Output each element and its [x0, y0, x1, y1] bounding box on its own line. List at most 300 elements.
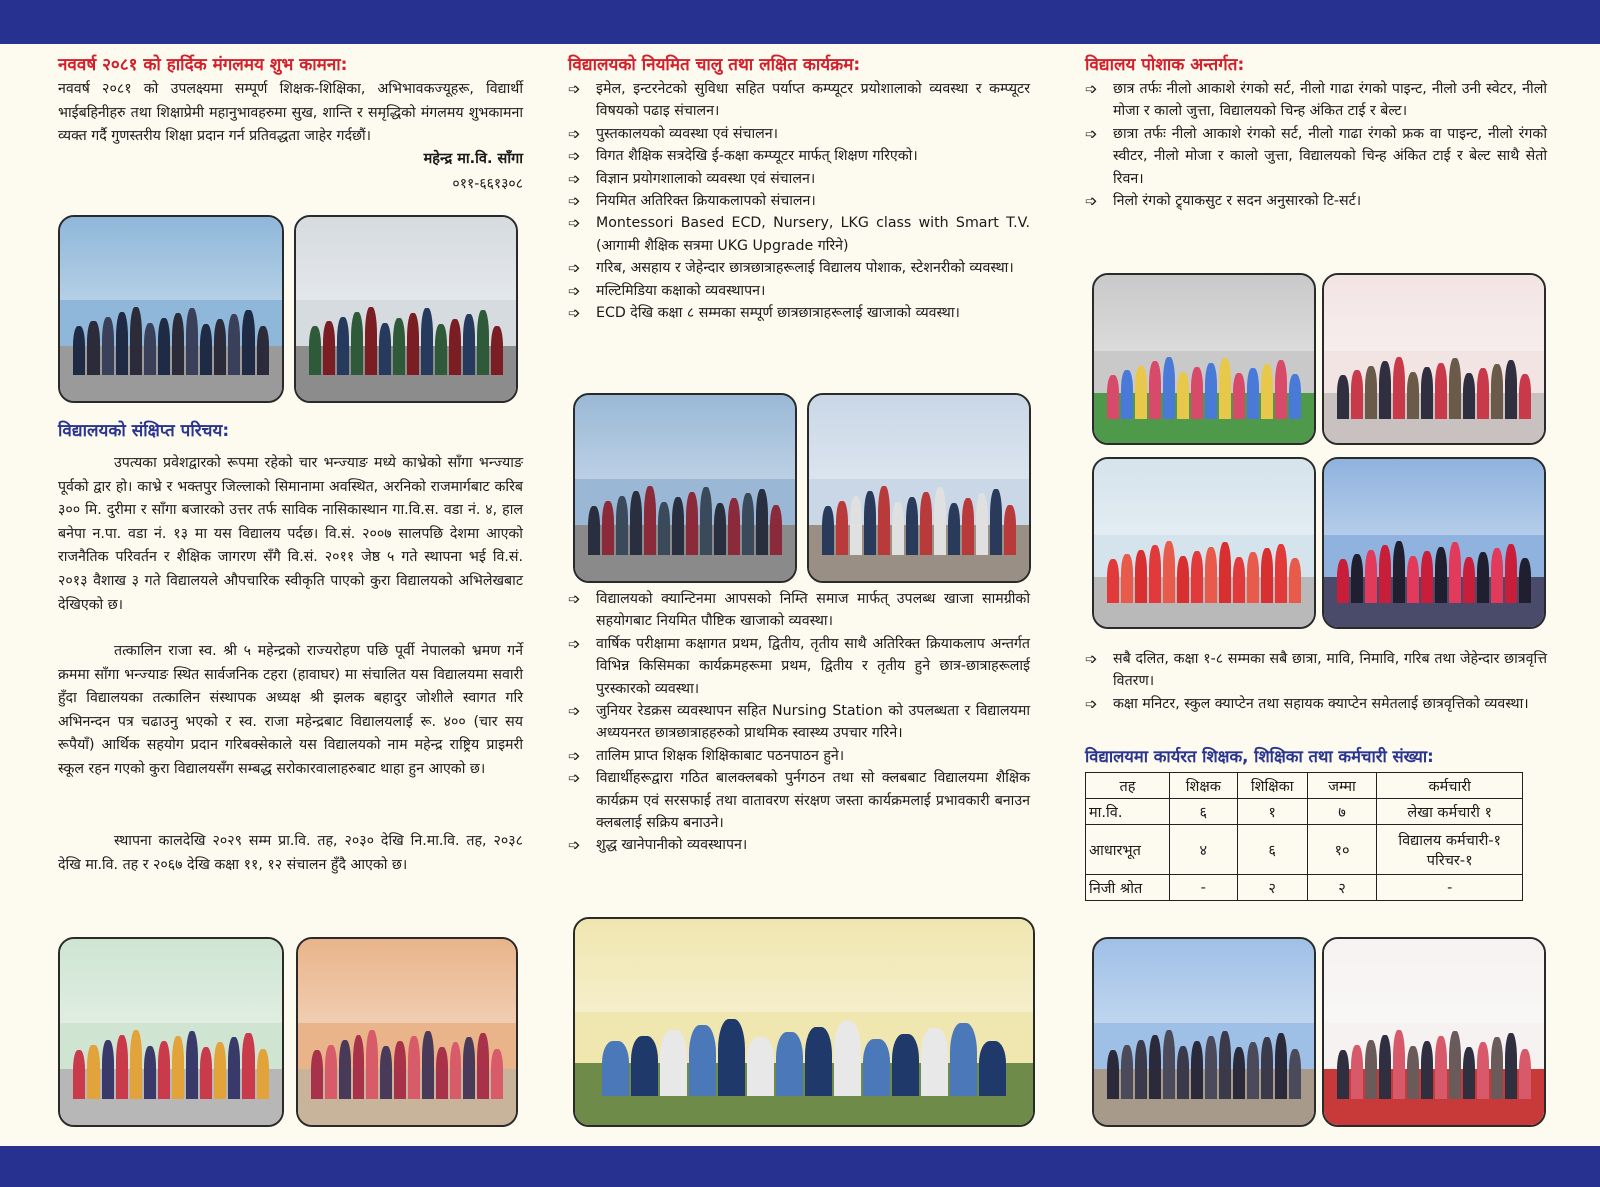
person-figure [144, 1046, 156, 1099]
person-figure [728, 498, 740, 555]
list-item-text: शुद्ध खानेपानीको व्यवस्थापन। [596, 837, 748, 854]
person-figure [863, 1039, 890, 1096]
person-figure [102, 1040, 114, 1099]
person-figure [186, 308, 198, 375]
person-figure [864, 491, 876, 555]
person-figure [1351, 1045, 1363, 1099]
photo-school-courtyard [1092, 937, 1316, 1127]
table-header-cell: तह [1086, 773, 1170, 799]
photo-gathering-hall [296, 937, 518, 1127]
photo-people [1337, 540, 1531, 604]
person-figure [921, 1028, 948, 1096]
person-figure [435, 324, 447, 375]
list-item-text: ECD देखि कक्षा ८ सम्मका सम्पूर्ण छात्रछात्राहरूलाई खाजाको व्यवस्था। [596, 305, 960, 322]
list-item [568, 190, 1030, 212]
greeting-heading: नववर्ष २०८१ को हार्दिक मंगलमय शुभ कामना: [58, 55, 348, 75]
person-figure [1463, 557, 1475, 604]
person-figure [353, 1035, 365, 1099]
list-item [568, 745, 1030, 767]
person-figure [1177, 372, 1189, 420]
arrow-bullet-icon: ➩ [568, 281, 581, 300]
person-figure [116, 1035, 128, 1099]
table-cell: ४ [1169, 825, 1237, 875]
arrow-bullet-icon: ➩ [568, 147, 581, 166]
person-figure [1379, 545, 1391, 603]
person-figure [421, 308, 433, 375]
person-figure [450, 1042, 462, 1099]
person-figure [1163, 541, 1175, 604]
person-figure [1379, 361, 1391, 419]
photo-people [602, 1018, 1005, 1096]
person-figure [242, 310, 254, 376]
table-cell: - [1377, 875, 1523, 901]
person-figure [1275, 1033, 1287, 1099]
table-cell: ६ [1237, 825, 1307, 875]
person-figure [776, 1032, 803, 1096]
person-figure [850, 496, 862, 555]
person-figure [1149, 1035, 1161, 1099]
person-figure [1135, 1040, 1147, 1099]
person-figure [1421, 367, 1433, 419]
photo-people [311, 1028, 503, 1099]
photo-people [1107, 356, 1301, 420]
list-item-text: नियमित अतिरिक्त क्रियाकलापको संचालन। [596, 193, 816, 210]
person-figure [1421, 1041, 1433, 1099]
person-figure [1219, 542, 1231, 603]
person-figure [718, 1019, 745, 1096]
person-figure [172, 1036, 184, 1099]
person-figure [257, 1049, 269, 1099]
list-item-text: तालिम प्राप्त शिक्षक शिक्षिकाबाट पठनपाठन हुने। [596, 747, 845, 764]
photo-award-stage [1322, 273, 1546, 445]
photo-event-tent [1322, 937, 1546, 1127]
person-figure [1407, 1046, 1419, 1099]
person-figure [836, 501, 848, 555]
person-figure [1365, 366, 1377, 420]
person-figure [1519, 558, 1531, 603]
table-cell: ७ [1307, 799, 1377, 825]
table-header-row [1086, 773, 1523, 799]
photo-background [60, 939, 282, 1023]
person-figure [1135, 550, 1147, 604]
person-figure [463, 1037, 475, 1098]
table-cell: लेखा कर्मचारी १ [1377, 799, 1523, 825]
person-figure [436, 1047, 448, 1099]
person-figure [73, 326, 85, 375]
list-item [568, 700, 1030, 745]
person-figure [1463, 1047, 1475, 1099]
arrow-bullet-icon: ➩ [568, 259, 581, 278]
uniform-list [1085, 78, 1547, 212]
arrow-bullet-icon: ➩ [1085, 650, 1098, 668]
arrow-bullet-icon: ➩ [568, 634, 581, 653]
arrow-bullet-icon: ➩ [568, 80, 581, 98]
table-cell: १ [1237, 799, 1307, 825]
person-figure [87, 1045, 99, 1099]
person-figure [1233, 557, 1245, 604]
arrow-bullet-icon: ➩ [568, 590, 581, 608]
person-figure [1463, 373, 1475, 420]
photo-sports-team [1092, 457, 1316, 629]
bottom-band [0, 1146, 1600, 1187]
person-figure [407, 313, 419, 375]
table-cell: ६ [1169, 799, 1237, 825]
person-figure [1107, 559, 1119, 604]
list-item-text: विद्यालयको क्यान्टिनमा आपसको निम्ति समाज मार्फत् उपलब्ध खाजा सामग्रीको सहयोगबाट नियमित पौष्टिक खाजाको व्यवस्था। [596, 591, 1030, 630]
person-figure [1275, 544, 1287, 604]
person-figure [616, 496, 628, 555]
person-figure [491, 326, 503, 376]
person-figure [1505, 1033, 1517, 1099]
list-item [568, 145, 1030, 167]
list-item [568, 78, 1030, 123]
person-figure [1393, 541, 1405, 604]
arrow-bullet-icon: ➩ [1085, 192, 1098, 211]
person-figure [602, 1041, 629, 1096]
table-cell: २ [1307, 875, 1377, 901]
person-figure [1435, 547, 1447, 604]
person-figure [1163, 1030, 1175, 1099]
greeting-text: नववर्ष २०८१ को उपलक्ष्यमा सम्पूर्ण शिक्षक-शिक्षिका, अभिभावकज्यूहरू, विद्यार्थी भाईबहिनीहरु तथा शिक्षाप्रेमी महानुभावहरुमा सुख, शान्ति र समृद्धिको मंगलमय शुभकामना व्यक्त गर्दै गुणस्तरीय शिक्षा प्रदान गर्न प्रतिवद्धता जाहेर गर्दछौं। [58, 81, 523, 145]
person-figure [1337, 1050, 1349, 1099]
person-figure [950, 1023, 977, 1097]
person-figure [73, 1050, 85, 1099]
person-figure [1219, 358, 1231, 419]
list-item-text: जुनियर रेडक्रस व्यवस्थापन सहित Nursing Station को उपलब्धता र विद्यालयमा अध्ययनरत छात्रछात्राहहरुको प्राथमिक स्वास्थ्य उपचार गरिने। [596, 703, 1030, 742]
table-cell: - [1169, 875, 1237, 901]
person-figure [700, 487, 712, 555]
person-figure [130, 307, 142, 376]
person-figure [934, 487, 946, 555]
person-figure [1191, 551, 1203, 603]
top-band [0, 0, 1600, 44]
person-figure [660, 1030, 687, 1096]
person-figure [380, 1046, 392, 1099]
person-figure [1505, 544, 1517, 604]
photo-background [298, 939, 516, 1023]
person-figure [1435, 1036, 1447, 1099]
programs-heading: विद्यालयको नियमित चालु तथा लक्षित कार्यक्रम: [568, 55, 861, 75]
person-figure [1289, 1049, 1301, 1099]
intro-paragraph-2: तत्कालिन राजा स्व. श्री ५ महेन्द्रको राज्यरोहण पछि पूर्वी नेपालको भ्रमण गर्ने क्रममा साँगा भन्ज्याङ स्थित सार्वजनिक टहरा (हावाघर) मा संचालित यस विद्यालयमा सवारी हुँदा विद्यालयका तत्कालिन संस्थापक अध्यक्ष श्री झलक बहादुर जोशीले स्वागत गरि अभिनन्दन पत्र चढाउनु भएको र स्व. राजा महेन्द्रबाट विद्यालयलाई रू. ४०० (चार सय रूपैयाँ) आर्थिक सहयोग प्रदान गरिबक्सेकाले यस विद्यालयको नाम महेन्द्र राष्ट्रिय प्राइमरी स्कूल रहन गएको कुरा विद्यालयसँग सम्बद्ध सरोकारवालाहरुबाट थाहा हुन आएको छ। [58, 643, 523, 777]
list-item-text: पुस्तकालयको व्यवस्था एवं संचालन। [596, 125, 779, 142]
person-figure [920, 492, 932, 555]
person-figure [214, 319, 226, 375]
person-figure [602, 501, 614, 555]
person-figure [976, 493, 988, 554]
arrow-bullet-icon: ➩ [1085, 124, 1098, 143]
table-cell: आधारभूत [1086, 825, 1170, 875]
person-figure [365, 307, 377, 376]
person-figure [1491, 1037, 1503, 1098]
person-figure [878, 486, 890, 555]
list-item [568, 123, 1030, 145]
person-figure [158, 318, 170, 375]
person-figure [644, 486, 656, 555]
person-figure [1289, 374, 1301, 419]
school-phone: ०११-६६१३०८ [452, 176, 523, 192]
intro-paragraph-1: उपत्यका प्रवेशद्वारको रूपमा रहेको चार भन्ज्याङ मध्ये काभ्रेको साँगा भन्ज्याङ पूर्वको द्वार हो। काभ्रे र भक्तपुर जिल्लाको सिमानामा अवस्थित, अरनिको राजमार्गबाट करिब ३०० मि. दुरीमा र साँगा बजारको उत्तर तर्फ साविक नासिकास्थान गा.वि.स. वडा नं. ४, हाल बनेपा न.पा. वडा नं. १३ मा यस विद्यालय पर्दछ। वि.सं. २००७ सालपछि देशमा आएको राजनैतिक परिवर्तन र शैक्षिक जागरण सँगै वि.सं. २०११ जेष्ठ ५ गते स्थापना भई वि.सं. २०१३ वैशाख ३ गते विद्यालयले औपचारिक स्वीकृति पाएको कुरा विद्यालयको अभिलेखबाट देखिएको छ। [58, 455, 523, 613]
person-figure [1205, 1036, 1217, 1099]
person-figure [1219, 1031, 1231, 1099]
person-figure [323, 321, 335, 375]
person-figure [990, 489, 1002, 555]
person-figure [1191, 367, 1203, 419]
person-figure [1149, 545, 1161, 603]
table-row [1086, 875, 1523, 901]
photo-prize-distribution [573, 917, 1035, 1127]
person-figure [1275, 360, 1287, 420]
person-figure [1289, 558, 1301, 603]
person-figure [1121, 1045, 1133, 1099]
arrow-bullet-icon: ➩ [1085, 694, 1098, 713]
list-item [568, 212, 1030, 257]
person-figure [770, 505, 782, 555]
list-item [1085, 693, 1547, 715]
person-figure [756, 489, 768, 555]
list-item-text: Montessori Based ECD, Nursery, LKG class with Smart T.V. (आगामी शैक्षिक सत्रमा UKG Upgrade गरिने) [596, 215, 1030, 254]
photo-background [575, 919, 1033, 1012]
person-figure [351, 312, 363, 376]
person-figure [1247, 1042, 1259, 1099]
person-figure [979, 1041, 1006, 1097]
photo-background [60, 217, 282, 300]
person-figure [1491, 364, 1503, 420]
person-figure [747, 1037, 774, 1096]
person-figure [1233, 373, 1245, 420]
staff-table [1085, 772, 1523, 901]
list-item-text: इमेल, इन्टरनेटको सुविधा सहित पर्याप्त कम्प्यूटर प्रयोशालाको व्यवस्था र कम्प्यूटर विषयको पढाइ संचालन। [596, 81, 1030, 120]
arrow-bullet-icon: ➩ [568, 169, 581, 188]
list-item [568, 168, 1030, 190]
person-figure [834, 1021, 861, 1096]
person-figure [1121, 554, 1133, 603]
person-figure [1477, 552, 1489, 603]
table-header-cell: जम्मा [1307, 773, 1377, 799]
arrow-bullet-icon: ➩ [568, 769, 581, 788]
photo-people [309, 305, 503, 375]
school-signature: महेन्द्र मा.वि. साँगा [423, 151, 523, 167]
list-item [1085, 78, 1547, 123]
arrow-bullet-icon: ➩ [568, 702, 581, 721]
person-figure [1233, 1047, 1245, 1099]
list-item-text: गरिब, असहाय र जेहेन्दार छात्रछात्राहरूलाई विद्यालय पोशाक, स्टेशनरीको व्यवस्था। [596, 260, 1014, 277]
arrow-bullet-icon: ➩ [568, 746, 581, 765]
list-item [568, 834, 1030, 856]
person-figure [130, 1030, 142, 1099]
person-figure [1247, 552, 1259, 603]
photo-background [1094, 275, 1314, 351]
uniform-heading: विद्यालय पोशाक अन्तर्गत: [1085, 55, 1245, 75]
table-cell: निजी श्रोत [1086, 875, 1170, 901]
person-figure [393, 318, 405, 375]
person-figure [689, 1025, 716, 1096]
photo-junior-redcross [807, 393, 1031, 583]
programs-list-continued [568, 588, 1030, 857]
person-figure [463, 314, 475, 375]
person-figure [1205, 547, 1217, 604]
list-item-text: छात्र तर्फः नीलो आकाशे रंगको सर्ट, नीलो गाढा रंगको पाइन्ट, नीलो उनी स्वेटर, नीलो मोजा र कालो जुत्ता, विद्यालयको चिन्ह अंकित टाई र बेल्ट। [1113, 81, 1547, 120]
person-figure [658, 502, 670, 555]
person-figure [1351, 554, 1363, 603]
person-figure [892, 502, 904, 555]
person-figure [1435, 363, 1447, 420]
person-figure [366, 1030, 378, 1099]
table-header-cell: कर्मचारी [1377, 773, 1523, 799]
person-figure [309, 326, 321, 375]
photo-people [73, 1028, 268, 1099]
person-figure [1477, 368, 1489, 419]
person-figure [1107, 375, 1119, 420]
person-figure [337, 317, 349, 376]
list-item [1085, 190, 1547, 212]
person-figure [449, 319, 461, 375]
person-figure [1407, 372, 1419, 420]
photo-playground [1092, 273, 1316, 445]
arrow-bullet-icon: ➩ [568, 304, 581, 323]
person-figure [1337, 559, 1349, 604]
arrow-bullet-icon: ➩ [568, 836, 581, 855]
person-figure [408, 1036, 420, 1099]
list-item [1085, 123, 1547, 190]
person-figure [339, 1040, 351, 1099]
table-header-cell: शिक्षिका [1237, 773, 1307, 799]
person-figure [1449, 358, 1461, 419]
list-item [568, 633, 1030, 700]
photo-students-group [294, 215, 518, 403]
photo-cultural-girls [1322, 457, 1546, 629]
table-cell: २ [1237, 875, 1307, 901]
photo-guests-group [573, 393, 797, 583]
person-figure [1004, 505, 1016, 555]
person-figure [962, 498, 974, 555]
person-figure [200, 324, 212, 375]
intro-heading: विद्यालयको संक्षिप्त परिचय: [58, 421, 230, 441]
person-figure [822, 506, 834, 555]
person-figure [1121, 370, 1133, 419]
person-figure [1407, 556, 1419, 604]
person-figure [1163, 357, 1175, 420]
photo-background [1324, 459, 1544, 535]
list-item-text: छात्रा तर्फः नीलो आकाशे रंगको सर्ट, नीलो गाढा रंगको फ्रक वा पाइन्ट, नीलो रंगको स्वीटर, नीलो मोजा र कालो जुत्ता, विद्यालयको चिन्ह अंकित टाई र बेल्ट साथै सेतो रिवन। [1113, 125, 1547, 187]
photo-background [296, 217, 516, 300]
person-figure [714, 503, 726, 555]
person-figure [200, 1047, 212, 1099]
person-figure [1177, 1046, 1189, 1099]
person-figure [672, 497, 684, 555]
person-figure [1505, 360, 1517, 420]
arrow-bullet-icon: ➩ [568, 192, 581, 211]
list-item-text: विद्यार्थीहरूद्वारा गठित बालक्लबको पुर्नगठन तथा सो क्लबबाट विद्यालयमा शैक्षिक कार्यक्रम एवं सरसफाई तथा वातावरण संरक्षण जस्ता कार्यक्रमलाई प्रभावकारी बनाउन क्लबलाई सक्रिय बनाउने। [596, 770, 1030, 832]
person-figure [1365, 1040, 1377, 1099]
list-item-text: कक्षा मनिटर, स्कुल क्याप्टेन तथा सहायक क्याप्टेन समेतलाई छात्रवृत्तिको व्यवस्था। [1113, 695, 1529, 712]
person-figure [214, 1042, 226, 1099]
person-figure [87, 321, 99, 375]
person-figure [228, 314, 240, 375]
arrow-bullet-icon: ➩ [1085, 80, 1098, 98]
person-figure [1107, 1050, 1119, 1099]
photo-parents-meeting [58, 937, 284, 1127]
programs-list [568, 78, 1030, 324]
person-figure [1519, 1049, 1531, 1099]
photo-background [575, 395, 795, 479]
photo-people [1337, 1028, 1531, 1099]
person-figure [379, 323, 391, 375]
photo-people [73, 305, 268, 375]
photo-people [1107, 540, 1301, 604]
person-figure [1337, 375, 1349, 420]
arrow-bullet-icon: ➩ [568, 124, 581, 143]
person-figure [311, 1050, 323, 1099]
table-cell: १० [1307, 825, 1377, 875]
list-item [568, 302, 1030, 324]
table-header-cell: शिक्षक [1169, 773, 1237, 799]
table-row [1086, 799, 1523, 825]
photo-background [1094, 459, 1314, 535]
list-item-text: मल्टिमिडिया कक्षाको व्यवस्थापन। [596, 282, 766, 299]
person-figure [172, 313, 184, 375]
person-figure [228, 1037, 240, 1098]
person-figure [325, 1045, 337, 1099]
person-figure [477, 310, 489, 376]
photo-background [809, 395, 1029, 479]
list-item-text: विज्ञान प्रयोगशालाको व्यवस्था एवं संचालन। [596, 170, 816, 187]
person-figure [892, 1034, 919, 1097]
photo-background [1324, 939, 1544, 1023]
person-figure [686, 492, 698, 555]
photo-people [588, 484, 782, 555]
person-figure [1449, 1031, 1461, 1099]
person-figure [394, 1041, 406, 1099]
list-item [568, 280, 1030, 302]
person-figure [491, 1049, 503, 1099]
person-figure [1421, 551, 1433, 603]
person-figure [1261, 364, 1273, 420]
person-figure [1177, 556, 1189, 604]
person-figure [1393, 357, 1405, 420]
person-figure [1149, 361, 1161, 419]
photo-people [822, 484, 1016, 555]
scholarship-list [1085, 648, 1547, 715]
list-item [568, 257, 1030, 279]
person-figure [630, 491, 642, 555]
person-figure [1449, 542, 1461, 603]
list-item [568, 588, 1030, 633]
person-figure [906, 497, 918, 555]
person-figure [588, 506, 600, 555]
person-figure [1247, 368, 1259, 419]
person-figure [1261, 548, 1273, 604]
arrow-bullet-icon: ➩ [568, 214, 581, 233]
person-figure [186, 1031, 198, 1099]
photo-background [1324, 275, 1544, 351]
person-figure [477, 1033, 489, 1099]
table-cell: मा.वि. [1086, 799, 1170, 825]
person-figure [242, 1033, 254, 1099]
person-figure [1491, 548, 1503, 604]
intro-paragraph-3: स्थापना कालदेखि २०२९ सम्म प्रा.वि. तह, २०३० देखि नि.मा.वि. तह, २०३८ देखि मा.वि. तह र २०६७ देखि कक्षा ११, १२ संचालन हुँदै आएको छ। [58, 833, 523, 873]
person-figure [1135, 366, 1147, 420]
person-figure [1393, 1030, 1405, 1099]
person-figure [1351, 370, 1363, 419]
person-figure [948, 503, 960, 555]
person-figure [1191, 1041, 1203, 1099]
list-item-text: सबै दलित, कक्षा १-८ सम्मका सबै छात्रा, मावि, निमावि, गरिब तथा जेहेन्दार छात्रवृत्ति वितरण। [1113, 651, 1547, 690]
photo-background [1094, 939, 1314, 1023]
person-figure [805, 1027, 832, 1097]
list-item-text: निलो रंगको ट्र्याकसुट र सदन अनुसारको टि-सर्ट। [1113, 193, 1362, 210]
list-item-text: वार्षिक परीक्षामा कक्षागत प्रथम, द्वितीय, तृतीय साथै अतिरिक्त क्रियाकलाप अन्तर्गत विभिन्न किसिमका कार्यक्रमहरूमा प्रथम, द्वितीय र तृतीय हुने छात्र-छात्राहरूलाई पुरस्कारको व्यवस्था। [596, 635, 1030, 697]
